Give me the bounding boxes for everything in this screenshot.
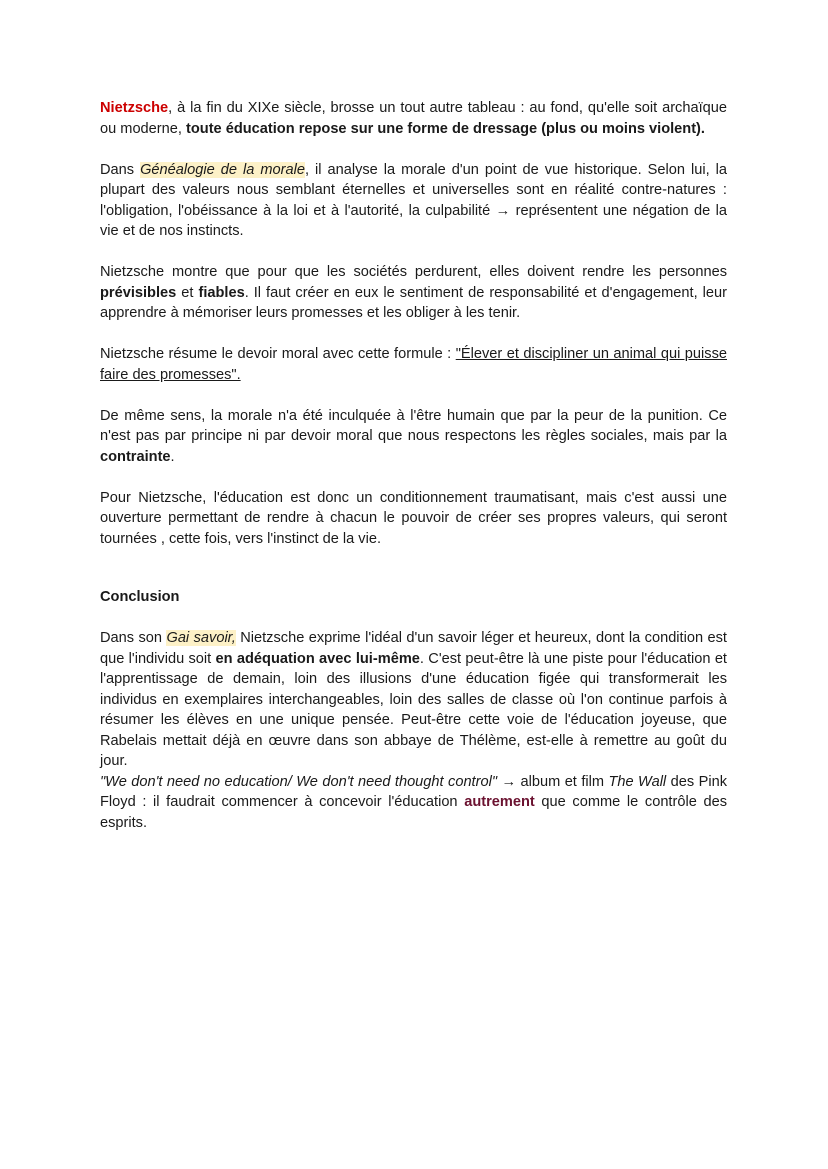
paragraph-societes (100, 262, 727, 324)
bold-text: contrainte (100, 448, 171, 465)
text: → album et film (497, 773, 609, 790)
text: De même sens, la morale n'a été inculquée à l'être humain que par la peur de la punition. Ce n'est pas par principe ni par devoir moral que nous respectons les règles sociales, mais par la (100, 407, 727, 444)
underlined-quote: "Élever et discipliner un animal qui puisse faire des promesses". (100, 346, 727, 383)
text: , il analyse la morale d'un point de vue historique. Selon lui, la plupart des valeurs nous semblant éternelles et universelles sont en réalité contre-natures : l'obligation, l'obéissance à la loi et à l'autorité, la culpabilité → représentent une négation de la vie et de nos instincts. (100, 161, 727, 239)
bold-text: toute éducation repose sur une forme de dressage (plus ou moins violent). (186, 120, 705, 137)
author-name: Nietzsche (100, 100, 169, 116)
paragraph-conclusion (100, 628, 727, 772)
paragraph-intro (100, 98, 727, 139)
document-page (100, 98, 727, 833)
paragraph-pink-floyd (100, 772, 727, 834)
text: que comme le contrôle des esprits. (100, 794, 727, 831)
book-title: Gai savoir, (166, 630, 236, 646)
text: des Pink Floyd : il faudrait commencer à concevoir l'éducation (100, 773, 727, 810)
text: . Il faut créer en eux le sentiment de responsabilité et d'engagement, leur apprendre à mémoriser leurs promesses et les obliger à les tenir. (100, 284, 727, 321)
bold-text: fiables (198, 284, 245, 301)
paragraph-formule (100, 344, 727, 385)
text: . C'est peut-être là une piste pour l'éducation et l'apprentissage de demain, loin des illusions d'une éducation figée qui transformerait les individus en exemplaires interchangeables, loin des salles de classe où l'on continue parfois à résumer les élèves en une unique pensée. Peut-être cette voie de l'éducation joyeuse, que Rabelais mettait déjà en œuvre dans son abbaye de Thélème, est-elle à remettre au goût du jour. (100, 650, 727, 769)
text: Dans (100, 161, 141, 178)
bold-text: en adéquation avec lui-même (215, 650, 420, 667)
album-title: The Wall (608, 773, 667, 790)
text: Pour Nietzsche, l'éducation est donc un conditionnement traumatisant, mais c'est aussi une ouverture permettant de rendre à chacun le pouvoir de créer ses propres valeurs, qui seront tournées , cette fois, vers l'instinct de la vie. (100, 489, 727, 547)
emphasis-text: autrement (464, 794, 535, 810)
paragraph-genealogie (100, 160, 727, 242)
text: Nietzsche résume le devoir moral avec cette formule : (100, 346, 456, 362)
paragraph-contrainte (100, 406, 727, 468)
text: et (176, 284, 199, 301)
paragraph-education (100, 488, 727, 550)
text: Nietzsche exprime l'idéal d'un savoir léger et heureux, dont la condition est que l'individu soit (100, 630, 727, 667)
text: Nietzsche montre que pour que les sociétés perdurent, elles doivent rendre les personnes (100, 264, 727, 280)
italic-quote: "We don't need no education/ We don't need thought control" (100, 773, 498, 790)
text: Dans son (100, 630, 167, 646)
book-title: Généalogie de la morale (140, 161, 305, 178)
text: . (170, 448, 175, 465)
bold-text: prévisibles (100, 284, 177, 301)
section-heading: Conclusion (100, 589, 180, 605)
text: , à la fin du XIXe siècle, brosse un tout autre tableau : au fond, qu'elle soit archaïque ou moderne, (100, 100, 727, 137)
